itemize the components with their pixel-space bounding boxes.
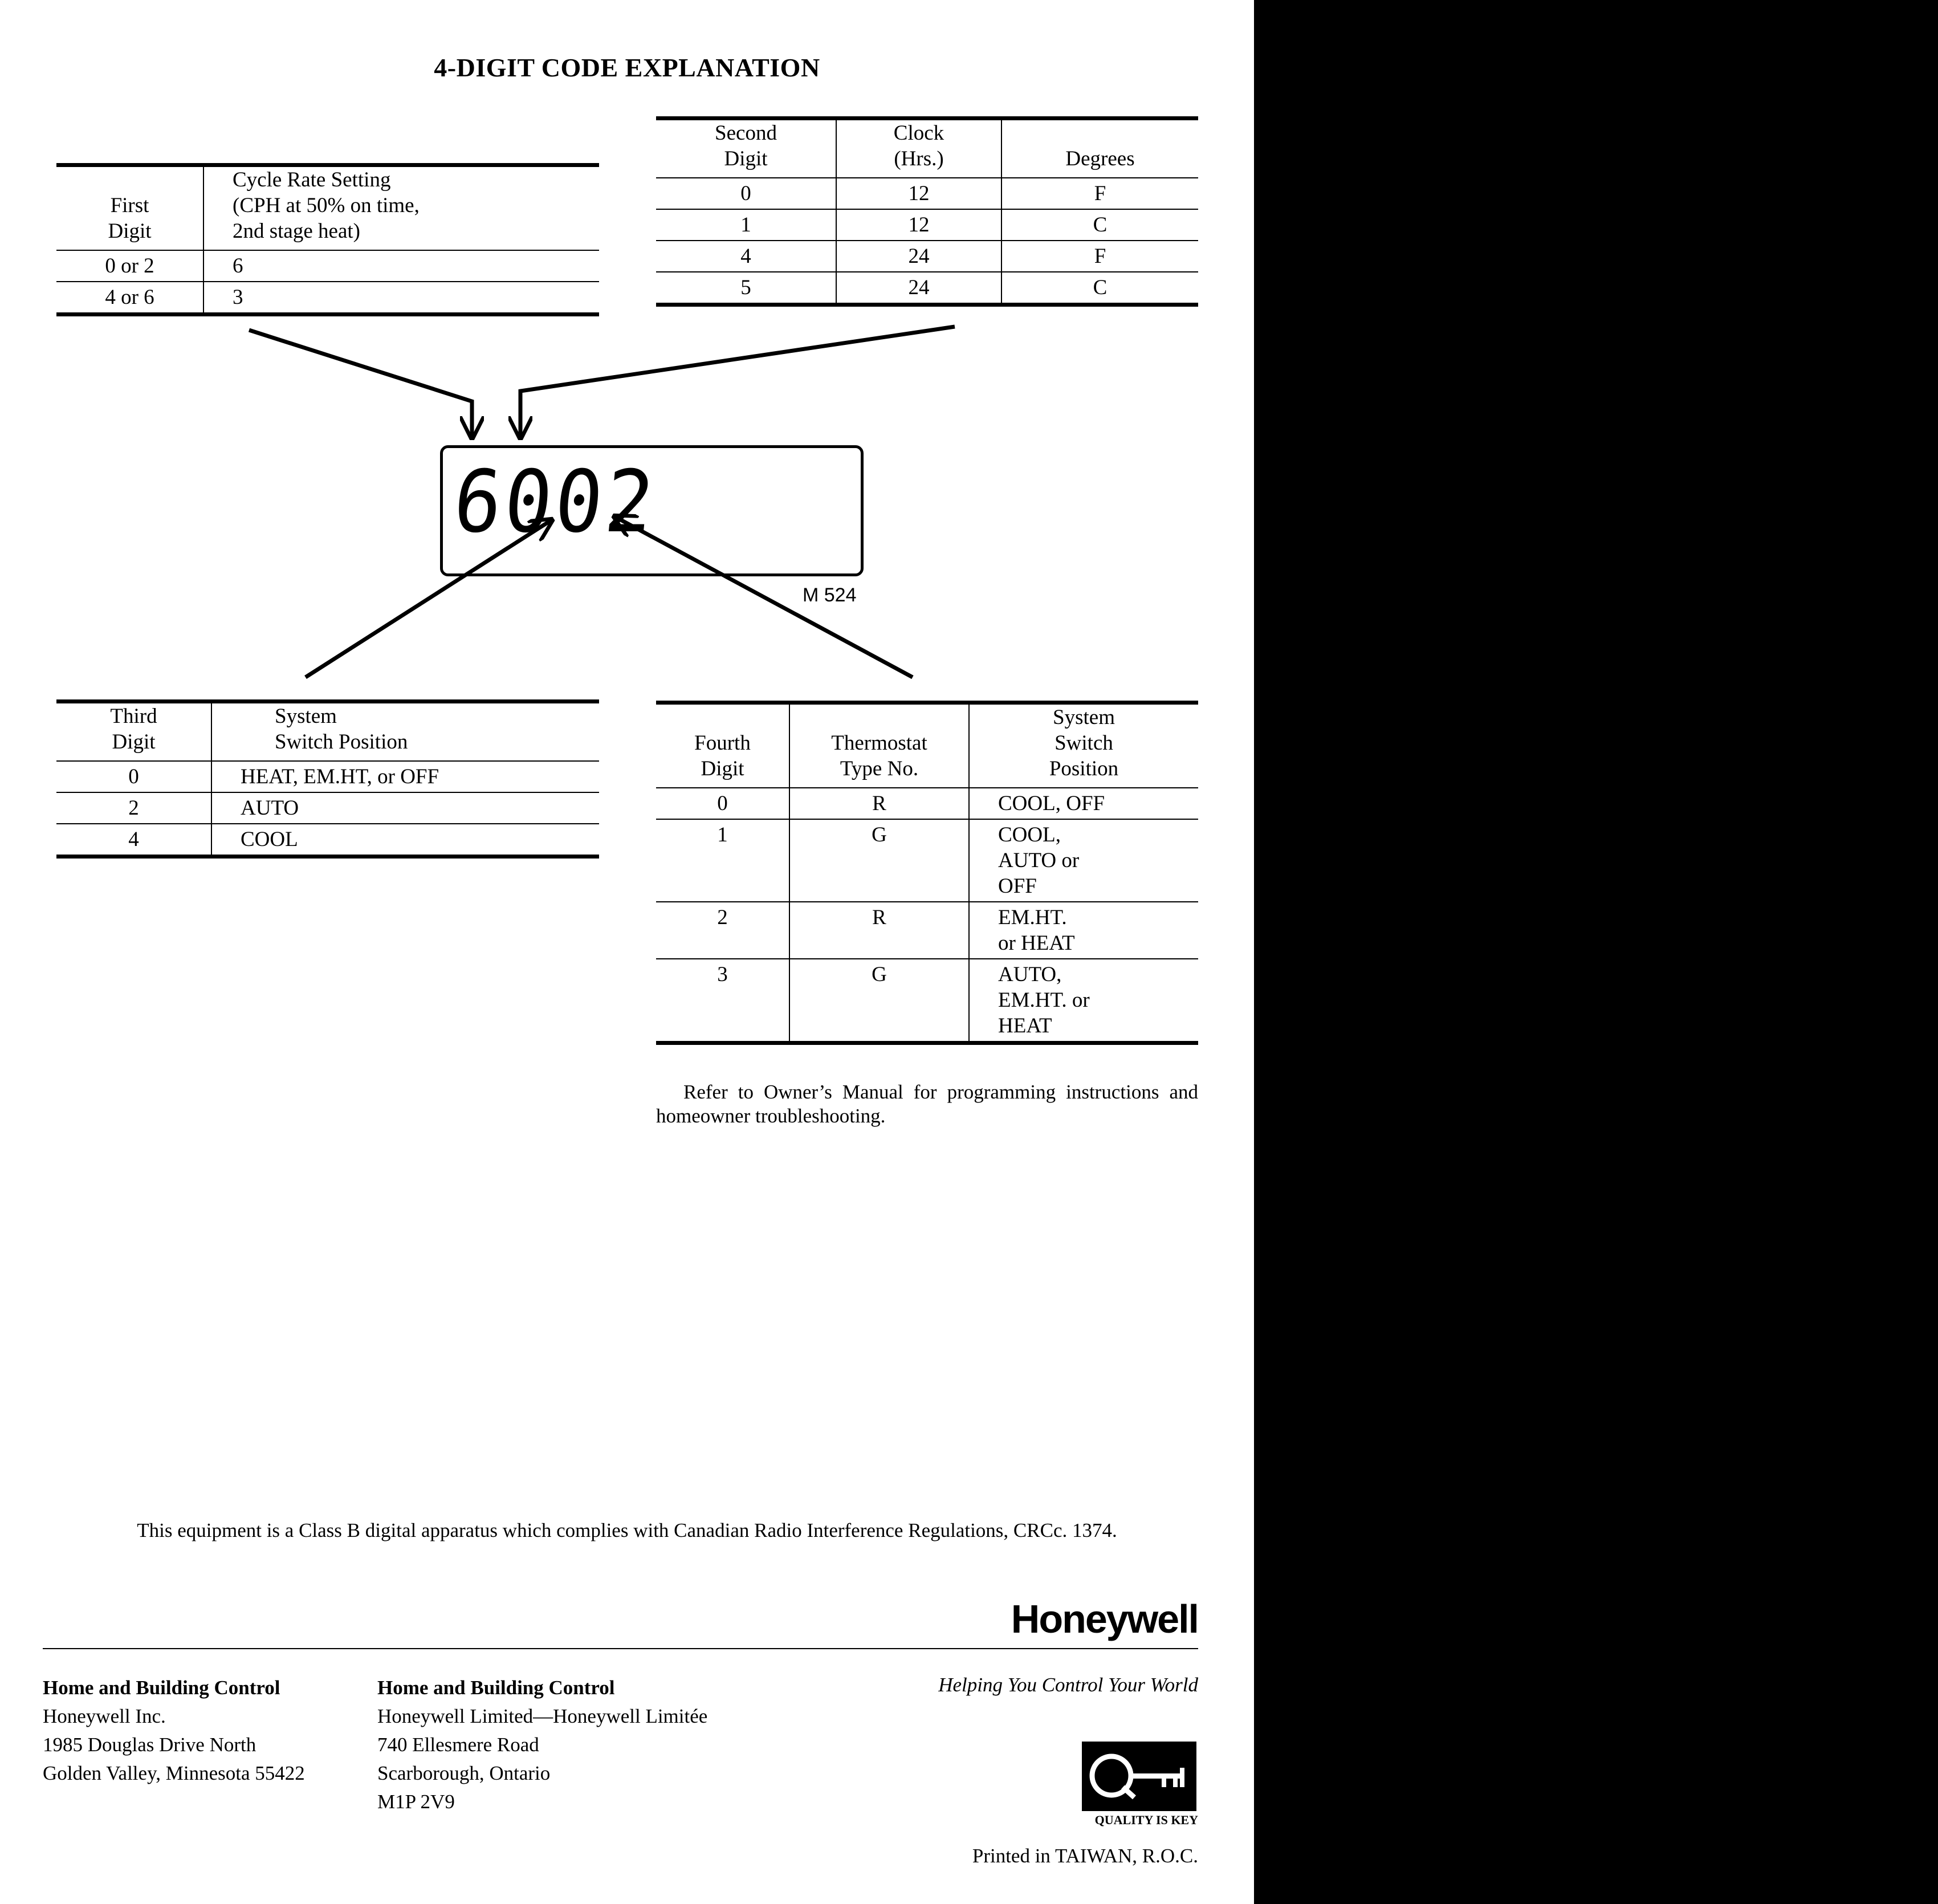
address-us: [43, 1674, 305, 1788]
table-cell: 4 or 6: [105, 286, 154, 309]
page-title: 4-DIGIT CODE EXPLANATION: [434, 53, 820, 82]
table-cell: G: [789, 959, 969, 1043]
table-cell: 3: [203, 282, 599, 315]
address-line: 1985 Douglas Drive North: [43, 1734, 256, 1756]
fourth-digit-table: [656, 701, 1198, 1045]
footer-divider: [43, 1648, 1198, 1649]
address-line: 740 Ellesmere Road: [377, 1734, 539, 1756]
table-header: Degrees: [1001, 119, 1198, 178]
table-cell: 1: [717, 823, 728, 847]
table-cell: 24: [836, 241, 1001, 272]
table-cell: 6: [203, 250, 599, 282]
third-digit-table: [56, 699, 599, 859]
address-heading: Home and Building Control: [377, 1677, 615, 1699]
table-cell: 5: [740, 276, 751, 299]
address-line: Honeywell Inc.: [43, 1705, 166, 1727]
table-row: [656, 959, 1198, 1043]
table-header: System Switch Position: [969, 703, 1198, 788]
table-cell: 2: [717, 906, 728, 929]
first-digit-arrow: [249, 330, 472, 438]
table-cell: 4: [128, 828, 139, 851]
table-header: Third Digit: [110, 705, 157, 754]
table-cell: F: [1001, 241, 1198, 272]
address-line: M1P 2V9: [377, 1791, 455, 1813]
address-line: Honeywell Limited—Honeywell Limitée: [377, 1705, 708, 1727]
table-cell: R: [789, 788, 969, 819]
printed-in: Printed in TAIWAN, R.O.C.: [972, 1845, 1198, 1867]
quality-label: QUALITY IS KEY: [1094, 1813, 1198, 1827]
refer-note: Refer to Owner’s Manual for programming instructions and homeowner troubleshooting.: [656, 1081, 1198, 1127]
lcd-display: [440, 445, 864, 576]
address-line: Golden Valley, Minnesota 55422: [43, 1762, 305, 1784]
table-cell: 1: [740, 213, 751, 237]
second-digit-arrow: [520, 327, 955, 438]
table-header: System Switch Position: [211, 702, 599, 762]
table-row: [56, 761, 599, 792]
table-cell: 4: [740, 245, 751, 268]
table-row: [656, 819, 1198, 902]
table-row: [656, 788, 1198, 819]
table-row: [656, 902, 1198, 959]
model-label: M 524: [803, 584, 857, 606]
table-cell: AUTO: [211, 792, 599, 824]
table-cell: 0: [128, 765, 139, 788]
honeywell-logo: Honeywell: [1011, 1597, 1198, 1641]
compliance-statement: This equipment is a Class B digital apparatus which complies with Canadian Radio Interference Regulations, CRCc. 1374.: [137, 1519, 1117, 1541]
table-cell: C: [1001, 209, 1198, 241]
table-header: Cycle Rate Setting (CPH at 50% on time, 2nd stage heat): [203, 165, 599, 251]
table-cell: COOL: [211, 824, 599, 857]
table-cell: HEAT, EM.HT, or OFF: [211, 761, 599, 792]
table-cell: 12: [836, 178, 1001, 209]
quality-key-icon: [1082, 1742, 1196, 1811]
table-cell: C: [1001, 272, 1198, 305]
table-header: Clock (Hrs.): [836, 119, 1001, 178]
table-cell: 3: [717, 963, 728, 986]
tagline: Helping You Control Your World: [938, 1674, 1198, 1696]
table-row: [56, 792, 599, 824]
table-cell: 2: [128, 796, 139, 820]
table-cell: 0 or 2: [105, 254, 154, 278]
table-cell: F: [1001, 178, 1198, 209]
table-cell: COOL, AUTO or OFF: [969, 819, 1198, 902]
table-cell: G: [789, 819, 969, 902]
address-canada: [377, 1674, 707, 1816]
table-cell: 24: [836, 272, 1001, 305]
address-line: Scarborough, Ontario: [377, 1762, 551, 1784]
table-header: Thermostat Type No.: [789, 703, 969, 788]
table-cell: COOL, OFF: [969, 788, 1198, 819]
table-row: [56, 824, 599, 857]
display-code: 6002: [449, 453, 661, 552]
address-heading: Home and Building Control: [43, 1677, 280, 1699]
table-header: First Digit: [108, 194, 152, 243]
table-header: Fourth Digit: [694, 731, 751, 780]
table-cell: R: [789, 902, 969, 959]
table-cell: AUTO, EM.HT. or HEAT: [969, 959, 1198, 1043]
table-cell: EM.HT. or HEAT: [969, 902, 1198, 959]
table-cell: 12: [836, 209, 1001, 241]
table-cell: 0: [740, 182, 751, 205]
table-header: Second Digit: [715, 121, 777, 170]
pointer-arrows: [0, 0, 1254, 707]
table-cell: 0: [717, 792, 728, 815]
